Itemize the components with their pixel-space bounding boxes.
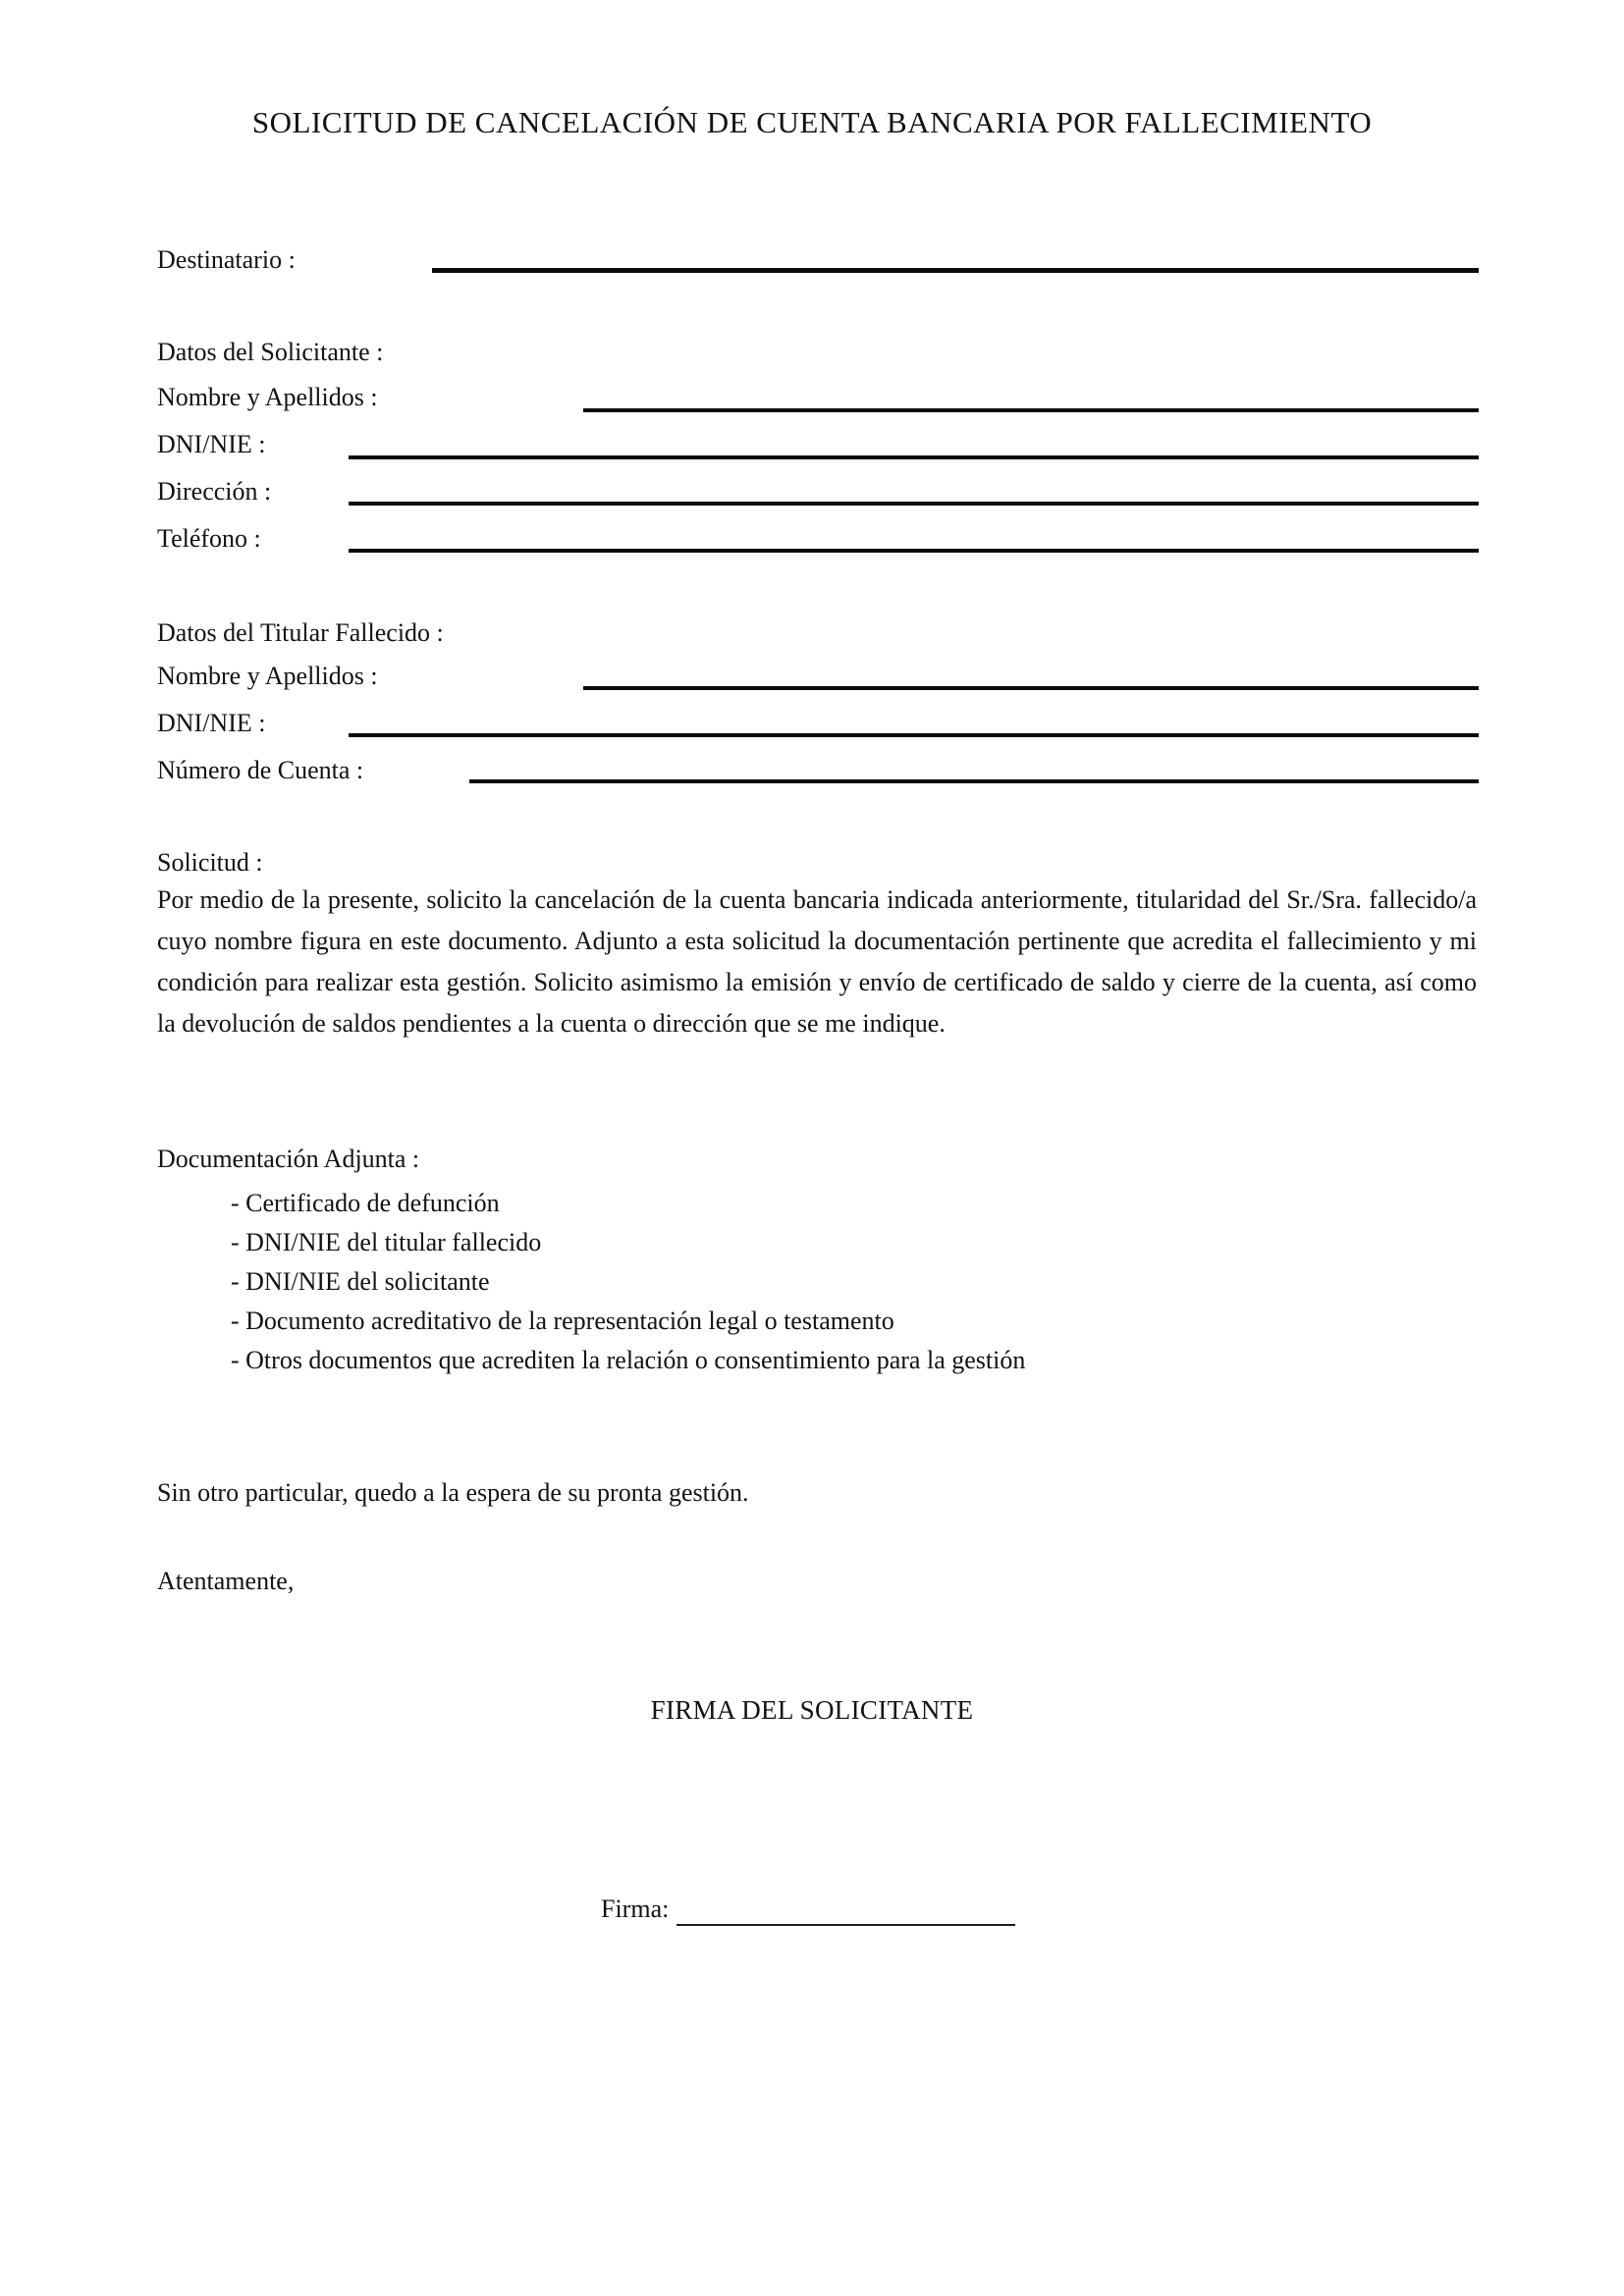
solicitante-telefono-label: Teléfono : xyxy=(157,524,261,553)
titular-nombre-field-line xyxy=(583,686,1479,690)
firma-label: Firma: xyxy=(601,1895,670,1923)
documentacion-list-item: - Certificado de defunción xyxy=(231,1189,500,1217)
destinatario-field-line xyxy=(432,268,1479,273)
destinatario-label: Destinatario : xyxy=(157,245,296,274)
titular-nombre-label: Nombre y Apellidos : xyxy=(157,662,378,690)
solicitud-body-paragraph: Por medio de la presente, solicito la cancelación de la cuenta bancaria indicada anteriormente, titularidad del Sr./Sra. fallecido/a cuyo nombre figura en este documento. Adjunto a esta solicitud la documentación pertinente que acredita el fallecimiento y mi condición para realizar esta gestión. Solicito asimismo la emisión y envío de certificado de saldo y cierre de la cuenta, así como la devolución de saldos pendientes a la cuenta o dirección que se me indique. xyxy=(157,885,1477,1038)
firma-row xyxy=(601,1893,1015,1926)
titular-dni-label: DNI/NIE : xyxy=(157,709,266,737)
solicitante-nombre-label: Nombre y Apellidos : xyxy=(157,383,378,411)
titular-section-heading: Datos del Titular Fallecido : xyxy=(157,618,444,647)
titular-cuenta-label: Número de Cuenta : xyxy=(157,756,364,784)
documentacion-list-item: - Otros documentos que acrediten la relación o consentimiento para la gestión xyxy=(231,1346,1026,1374)
document-title: SOLICITUD DE CANCELACIÓN DE CUENTA BANCARIA POR FALLECIMIENTO xyxy=(251,105,1373,139)
documentacion-list-item: - DNI/NIE del solicitante xyxy=(231,1267,490,1296)
solicitante-direccion-field-line xyxy=(349,502,1479,506)
closing-line: Sin otro particular, quedo a la espera de su pronta gestión. xyxy=(157,1478,749,1507)
valediction-line: Atentamente, xyxy=(157,1567,295,1595)
solicitante-dni-field-line xyxy=(349,455,1479,459)
solicitante-nombre-field-line xyxy=(583,408,1479,412)
titular-cuenta-field-line xyxy=(469,779,1479,783)
documentacion-list-item: - Documento acreditativo de la representación legal o testamento xyxy=(231,1307,894,1335)
titular-dni-field-line xyxy=(349,733,1479,737)
firma-signature-line xyxy=(677,1895,1015,1926)
solicitante-direccion-label: Dirección : xyxy=(157,477,272,506)
solicitante-section-heading: Datos del Solicitante : xyxy=(157,338,384,366)
documentacion-list-item: - DNI/NIE del titular fallecido xyxy=(231,1228,542,1256)
documentacion-list xyxy=(231,1184,1467,1380)
solicitud-section-heading: Solicitud : xyxy=(157,848,263,877)
solicitante-dni-label: DNI/NIE : xyxy=(157,430,266,458)
documentacion-section-heading: Documentación Adjunta : xyxy=(157,1145,420,1173)
solicitante-telefono-field-line xyxy=(349,549,1479,553)
signature-heading: FIRMA DEL SOLICITANTE xyxy=(650,1695,974,1725)
